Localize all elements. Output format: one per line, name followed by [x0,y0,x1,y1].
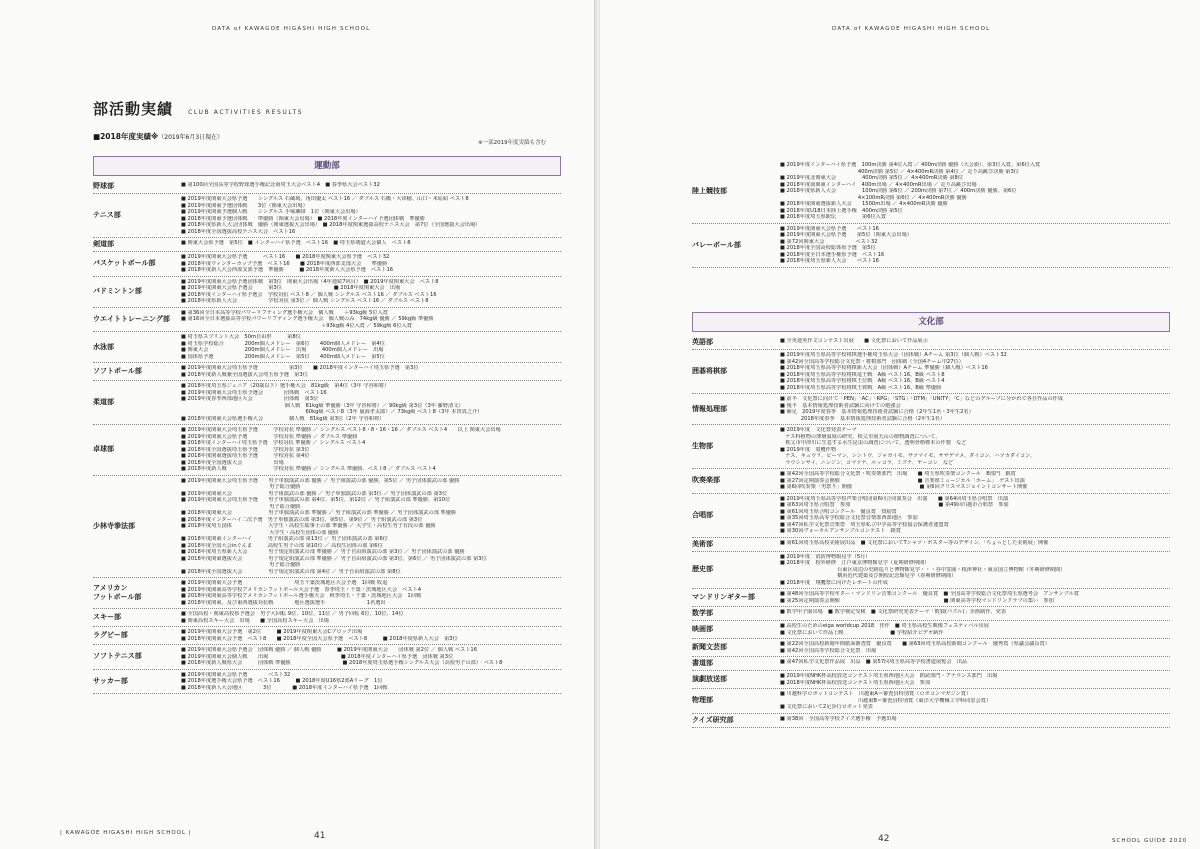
result-line: ■ 2019年度 消防博物館見学（5月） [780,553,871,560]
club-name-text: バドミントン部 [93,287,142,295]
club-name [93,647,181,667]
result-line: 400m決勝 第5位 ／ 4×400mR決勝 第4位 ／ 走り高跳び決勝 第3位 [780,168,1019,175]
club-row [692,469,1170,494]
result-line: ■ 2019年度春季西部地区大会 団体戦 第3位 [181,396,319,402]
result-line: ■ 2018年度関東選抜大会 男子規定組演武の部 準優勝 ／ 男子自由組演武の部 第3位、第6位 ／ 男子団体演武の部 第3位 [181,555,487,562]
year-heading [93,131,223,142]
result-line: ■ 文化祭において作品上映 ■ 学校紹介ビデオ制作 [780,629,944,636]
result-line: ■ 2018年度埼玉国体 大学生・高校生総事士の部 準優勝 ／ 大学生・高校生男子有段の部 優勝 [181,523,436,529]
result-line: ■ 2018年度全国選抜大会 男子規定組演武の部 第4位 ／ 男子自由組演武の部 第8位 [181,568,401,575]
culture-club-table [692,336,1170,728]
result-line: ■ 2019年度関東大会県予選会 団体戦 優勝 ／ 個人戦 優勝 ■ 2019年度関東大会 団体戦 第2位 ／ 個人戦 ベスト16 [181,647,478,653]
result-line: ■ 2018年度埼玉県駅伝 第6位入賞 [780,214,887,220]
result-line: ■ 2018年度 校外研修 江戸東京博物館見学（夏期研修期間） [780,560,930,566]
club-row [93,609,561,627]
result-line: ■ 第16回全日本選抜高等学校パワーリフティング選手権大会 個人戦のみ 74kg級 優勝 ／ 59kg級 準優勝 [181,316,434,322]
club-name [692,540,780,549]
result-line: ■ 2018年度全国高校総体県予選 第5位 [780,245,876,251]
running-header-left: DATA of KAWAGOE HIGASHI HIGH SCHOOL [212,26,371,32]
result-line: ■ 2018年度全日本選手権県予選 ベスト16 [780,251,885,258]
result-line: 4×100mR決勝 第6位 ／ 4×400mR決勝 優勝 [780,194,967,201]
club-name-text: 美術部 [692,539,713,548]
club-results [181,365,561,378]
club-row [692,689,1170,714]
result-line: ■ 第6回吹奏楽「男祭り」開催 ■ 第6回クリスマスジョイントコンサート開催 [780,484,1028,490]
club-results [181,427,561,473]
result-line: ■ 全英連英作文コンテスト出展 ■ 文化祭において作品展示 [780,338,928,344]
club-row [692,552,1170,590]
result-line: ■ 第63回埼玉県合唱祭 参加 ■ 第49回川越市合唱祭 参加 [780,502,1009,508]
club-row [692,589,1170,607]
result-line: ■ 2019年度関東大会県予選 ベスト16 ■ 2018年度関東大会県予選 ベスト32 [181,254,390,260]
club-name [93,383,181,422]
footnote: ※一部2019年度実績も含む [478,140,547,146]
result-line: 横浜近代建築及び開校記念館見学（春期研修期間） [780,573,957,579]
club-row [93,645,561,670]
result-line: ■ 2019年度関東予選個人戦 シングルス 手塚瀬緋 1位（関東大会出場） [181,209,361,215]
club-row [692,657,1170,671]
result-line: ■ 関東大会県予選 第5位 ■ インターハイ県予選 ベスト16 ■ 埼玉県剣道大会個人 ベスト8 [181,240,411,246]
result-line: ■ 2019年度関東大会県予選 ベスト16 [780,225,879,232]
club-name-text: 数学部 [692,609,713,617]
club-row [692,336,1170,350]
result-line: ■ 2018年度埼玉県新人大会 男子規定組演武の部 準優勝 ／ 男子自由組演武の部 第3位 ／ 男子団体演武の部 優勝 [181,549,465,555]
club-name-text: 演劇放送部 [692,675,727,683]
result-line: ■ 関東高校スキー大会 出場 ■ 全国高校スキー大会 出場 [181,617,329,624]
result-line: ■ 2018年度関東インターハイ 男子組演武の部 第13位 ／ 男子団体演武の部 第6位 [181,536,388,542]
result-line: ■ 前半 文化祭に向けて「PEN」「AC」「RPG」「STG」「DTM」「UNITY」「C」などのグループに分かれて各自作品の作成 [780,396,1064,402]
result-line: ■ 2018年度選手権大会県予選 ベスト16 ■ 2018年度U16県2部Aリーグ 1位 [181,678,383,684]
club-results [780,226,1170,265]
club-name-text: バレーボール部 [692,240,741,249]
club-results [181,254,561,274]
result-line: ■ 2018年度インターハイ二次予選 男子単独演武の部 第3位、第5位、第9位 ／ 男子組演武の部 第3位 [181,516,423,523]
club-results [181,240,561,249]
result-line: ■ 第61回埼玉県高校美術展出品 ■ 文化祭においてTシャツ・ポスター等のデザイン、「ちょっとした美術展」開催 [780,539,1049,546]
club-row [93,578,561,609]
club-row [93,180,561,194]
club-name-text: 合唱部 [692,510,713,519]
club-results [780,716,1170,725]
result-line: ■ 2018年度埼玉県ジュニア（20歳以下）選手権大会 81kg級 第4位（3年 守谷和将） [181,383,390,389]
club-row [93,670,561,695]
club-name-text: 歴史部 [692,565,713,574]
result-line: ■ 2019年度関東大会県予選団体戦 第3位 関東大会出場（4年連続7回目） ■ 2019年度関東大会 ベスト8 [181,278,439,285]
club-results [780,659,1170,668]
club-name-text: 囲碁将棋部 [692,367,727,375]
result-line: 個人戦 81kg級 準優勝（3年 守谷和将）／ 90kg級 第3位（3年 藤野清文） [181,402,464,409]
club-results [780,554,1170,587]
result-line: ■ 2019年度埼玉県高等学校声楽合唱団第6回合同演奏会 出演 ■ 第64回埼玉県合唱祭 出演 [780,495,1009,502]
club-row [692,639,1170,657]
result-line: ■ 2019年度関東大会県予選会 第3位 ■ 2018年度関東大会 出場 [181,285,401,291]
club-name-text: 映画部 [692,625,713,633]
club-name-text: マンドリンギター部 [692,593,755,601]
page-title [93,98,303,119]
title-english: CLUB ACTIVITIES RESULTS [188,109,304,116]
year-heading-date: （2019年6月3日現在） [158,134,224,141]
club-name-text: 吹奏楽部 [692,476,720,485]
result-line: ■ 2018年度新人戦 学校対抗 準優勝 ／ シングルス 準優勝、ベスト8 ／ ダブルス ベスト4 [181,466,436,472]
result-line: ■ 2018年度新人戦兼全国選抜大会埼玉県予選 第3位 [181,371,308,378]
result-line: ■ 2018年度新人大会西部支部予選 準優勝 ■ 2018年度新人大会県予選 ベスト16 [181,267,394,273]
result-line: ■ 第30回ヴォーカルアンサンブルコンテスト 銀賞 [780,528,901,534]
year-heading-main: ■2018年度実績※ [93,132,159,141]
result-line: ■ 第22回全国高校新聞年間紙面審査賞 優良賞 ■ 第63回埼玉県高校新聞コンクール 優秀賞（県議会議長賞） [780,641,1050,647]
club-row [93,194,561,238]
result-line: ■ 2019年度関東大会埼玉県予選 男子単独演武の部 第4位、第5位、第12位 ／ 男子組演武の部 準優勝、第10位 [181,497,451,503]
result-line: ■ 2019年度関東大会県予選 学校対抗 準優勝 ／ ダブルス 準優勝 [181,433,358,440]
club-name-text: アメリカン フットボール部 [93,584,142,601]
result-line: ■ 第100回全国高等学校野球選手権記念南埼玉大会ベスト4 ■ 春季県大会ベスト32 [181,182,380,188]
club-row [93,363,561,381]
result-line: ■ 2018年度県新人大会団体戦 優勝（関東選抜大会出場） ■ 2018年度関東選抜高校テニス大会 第7位（全国選抜大会出場） [181,222,481,228]
result-line: ■ 2019年度関東大会県予選 ベスト32 [181,671,291,678]
result-line: 男子総合優勝 [181,503,301,510]
club-results [181,580,561,606]
club-name [93,478,181,576]
club-name [93,365,181,378]
club-row [692,350,1170,394]
club-results [181,672,561,692]
club-results [181,196,561,235]
result-line: ■ 2018年度関東大会予選 ベスト8 ■ 2018年度全国大会県予選 ベスト8 ■ 2018年度県新人大会 第3位 [181,635,458,642]
club-name-text: 柔道部 [93,398,114,406]
club-name [692,427,780,466]
result-line: ■ 2019年度関東大会埼玉県予選 学校対抗 準優勝 ／ シングルス ベスト8・8・16・16 ／ ダブルス ベスト4 以上 関東大会出場 [181,427,501,433]
club-name-text: 書道部 [692,659,713,667]
club-name [692,591,780,604]
club-row [93,238,561,252]
club-name [692,609,780,618]
club-name [93,310,181,330]
club-results [181,629,561,642]
result-line: ■ 2019年度埼玉県高等学校将棋選手権埼玉県大会（団体戦）Aチーム 第3位（個人戦）ベスト32 [780,352,1007,358]
result-line: ■ 2018年度インターハイ県予選会 学校対抗 ベスト8 ／ 個人戦 シングルス ベスト16 ／ ダブルス ベスト16 [181,291,437,298]
result-line: ■ 2018年度関東大会 男子単独演武の部 準優勝 ／ 男子組演武の部 準優勝 ／ 男子団体演武の部 準優勝 [181,510,457,516]
result-line: ■ 2018年度新人戦県大会 団体戦 準優勝 ■ 2018年度埼玉県選手権シングルス大会（高校男子の部） ベスト8 [181,660,503,666]
result-line: ■ 第38回 全国高等学校クイズ選手権 予選出場 [780,715,897,722]
club-row [93,332,561,363]
club-name [692,554,780,587]
result-line: ■ 川越科学ロボットコンテスト 川越東A＝審査員特別賞（ロボコンマガジン賞） [780,691,972,697]
club-results [780,623,1170,636]
result-line: ■ 2018年度埼玉県高等学校将棋竜王戦 A級 ベスト16、B級 ベスト8 [780,371,945,378]
result-line: ■ 2019年度関東大会個人戦 出場 ■ 2018年度インターハイ県予選 団体戦 第3位 [181,653,454,660]
result-line: 川越東B＝審査員特別賞（東洋大学機械工学科同窓会賞） [780,697,992,704]
result-line: ■ 2018年度 翔鷹祭に向けたレポートの作成 [780,579,888,586]
club-name [692,338,780,347]
club-name [692,659,780,668]
club-row [93,627,561,645]
result-line: ■ 2018年度関東予選団体戦 準優勝（関東大会出場） ■ 2018年度インターハイ予選団体戦 準優勝 [181,215,425,222]
club-name-text: バスケットボール部 [93,259,156,268]
result-line: ■ 2019年度関東大会県予選 シングルス 石蔵琉、角田優太 ベスト16 ／ ダブルス 石橋・大串穂、山口・米原紹 ベスト8 [181,196,469,202]
club-row [692,160,1170,224]
result-line: ■ 第47回私学文化祭音楽祭 埼玉県私立中学高等学校協会保護者連盟賞 [780,521,949,528]
club-results [181,310,561,330]
club-row [93,476,561,579]
club-name [692,352,780,391]
result-line: ■ 2019年度関東大会県予選 第5位（関東大会出場） [780,232,912,238]
result-line: 秩父市中津川に生息する水生昆虫の調査について、透明骨格標本の作製 など [780,440,967,446]
result-line: ■ 埼玉県スプリント大会 50m自由形 第8位 [181,334,301,340]
club-row [692,224,1170,268]
result-line: ■ 第36回全日本高等学校パワーリフティング選手権大会 個人戦 ＋93kg級 5位入賞 [181,309,388,316]
page-number-right: 42 [878,834,890,844]
club-name [93,279,181,305]
section-header-culture: 文化部 [692,312,1170,332]
club-row [93,381,561,425]
result-line: ■ 後半 基本情報処理技術者試験に向けての勉強会 [780,402,901,409]
result-line: 男子総合優勝 [181,484,301,490]
result-line: ■ 国体県予選 200m個人メドレー 第5位 400m個人メドレー 第5位 [181,353,385,360]
club-row [692,494,1170,538]
result-line: ■ 第48回全国高等学校ギター・マンドリン音楽コンクール 優良賞 ■ 全国高等学校総合文化祭埼玉県選考会 アンサンブル賞 [780,591,1079,597]
result-line: ■ 2018年度県新人大会 100m決勝 第6位 ／ 200m決勝 第7位 ／ 400m決勝 優勝、第6位 [780,188,1017,194]
result-line: ■ 文化祭において2足歩行ロボット発表 [780,704,873,710]
result-line: ■ 第27回定期演奏会開催 ■ 音楽座ミュージカル「ホーム」 ゲスト出演 [780,477,1025,484]
club-name [93,254,181,274]
club-row [692,394,1170,425]
club-results [780,540,1170,549]
club-name [93,240,181,249]
club-name-text: スキー部 [93,613,121,621]
footer-school-name: | KAWAGOE HIGASHI HIGH SCHOOL | [60,830,192,836]
result-line: 2018年度春季 基本情報処理技術者試験に合格（2年生1名） [780,415,946,422]
result-line: 男子総合優勝 [181,562,301,568]
result-line: ■ 2019年度関東大会 男子組演武の部 優勝 ／ 男子単独演武の部 第3位 ／ 男子団体演武の部 第3位 [181,490,448,497]
club-name [692,673,780,686]
club-results [181,334,561,360]
result-line: ■ 2019年度関東大会埼玉県予選会 団体戦 ベスト16 [181,389,327,396]
title-japanese: 部活動実績 [93,100,174,118]
right-page [600,0,1200,849]
club-row [692,671,1170,689]
club-row [692,425,1170,469]
result-line: ■ 埼玉県学校総合 200m個人メドレー 第6位 400m個人メドレー 第4位 [181,340,385,347]
club-results [780,673,1170,686]
result-line: ■ 2018年度インターハイ埼玉県予選 学校対抗 準優勝 ／ シングルス ベスト4 [181,440,366,446]
result-line: ■ 数学甲子園出場 ■ 数学検定受検 ■ 文化祭研究発表テーマ「数独(パズル)」企画制作、発表 [780,609,1007,615]
club-name [692,691,780,711]
club-name-text: 陸上競技部 [692,186,727,195]
result-line: ■ 第72回関東大会 ベスト32 [780,238,878,245]
result-line: ■ 2019年度 収穫作物 [780,446,837,453]
result-line: ナス科植物の薄層温度の研究、秩父市南天山の植物調査について、 [780,433,941,440]
club-name-text: ソフトボール部 [93,367,142,375]
club-name [692,623,780,636]
club-name-text: ソフトテニス部 [93,652,142,661]
club-row [692,538,1170,552]
club-name-text: 少林寺拳法部 [93,521,135,530]
club-name-text: 英語部 [692,338,713,346]
club-row [93,277,561,308]
result-line: ＋93kg級 4位入賞 ／ 59kg級 6位入賞 [181,322,412,329]
club-name [692,496,780,535]
sports-club-table [93,180,561,694]
club-name [93,196,181,235]
club-name-text: ウエイトトレーニング部 [93,314,170,323]
result-line: ■ 関東大会 200m個人メドレー 出場 400m個人メドレー 出場 [181,347,384,353]
club-name-text: 剣道部 [93,240,114,248]
club-name [692,641,780,654]
result-line: ■ 第42回全国高等学校総合文化祭・吹奏楽部門 出場 ■ 埼玉県吹奏楽コンクール B部門 銀賞 [780,471,1016,477]
club-results [780,496,1170,535]
result-line: ■ 2018年度全国大会inぐんま 高校生男子の部 第10位 ／ 高校生団体の部 第6位 [181,542,383,549]
club-results [181,383,561,422]
result-line: ■ 2018年度全国選抜大会 出場 [181,459,284,466]
club-results [780,162,1170,221]
section-header-sports: 運動部 [93,156,561,176]
result-line: ■ 2018年度NHK杯高校放送コンテスト埼玉県西地区大会 参加 [780,679,931,686]
club-name [93,629,181,642]
result-line: ■ 2018年度関東、及び東西選抜対抗戦 地区選抜選手 1名選出 [181,599,386,606]
club-name-text: 卓球部 [93,445,114,454]
result-line: ■ 2018年度県新人大会 学校対抗 第3位 ／ 個人戦 シングルス ベスト16 ／ ダブルス ベスト8 [181,298,429,304]
result-line: ■ 2018年度U18日本陸上選手権 400m決勝 第5位 [780,207,903,214]
result-line: ■ 2019年度関東大会予選 埼玉千葉茨城地区大会予選 1回戦 敗退 [181,580,388,586]
club-name-text: サッカー部 [93,676,128,685]
left-page [0,0,596,849]
result-line: ■ 第25回定期演奏会開催 ■ 関東高等学校マンドリンクラブの集い 参加 [780,597,1054,604]
result-line: ラウシンサイ、ニンジン、コマツナ、ルッコラ、ミズナ、ヤーコン など [780,459,954,466]
club-name-text: 物理部 [692,696,713,705]
club-name [692,396,780,422]
club-name-text: 新聞文芸部 [692,643,727,651]
club-name [93,334,181,360]
result-line: ■ 2019年度NHK杯高校放送コンテスト埼玉県西地区大会 朗読部門・アナウンス部門 出場 [780,673,998,679]
club-row [692,607,1170,621]
club-results [181,647,561,667]
club-results [780,691,1170,711]
club-row [93,425,561,476]
result-line: ■ 2019年度関東大会埼玉県予選 第3位 ■ 2018年度インターハイ埼玉県予選 第3位 [181,365,419,371]
result-line: ■ 第47回私学文化祭作品展 出品 ■ 第57回埼玉県高等学校書道展覧会 出品 [780,659,968,665]
club-name [692,226,780,265]
page-number-left: 41 [314,831,326,841]
result-line: ■ 2018年度ウィンターカップ予選 ベスト16 ■ 2018年度西部支部大会 準優勝 [181,260,388,267]
club-name [93,580,181,606]
result-line: ■ 2019年度関東予選団体戦 3位（関東大会出場） [181,202,308,209]
running-header-right: DATA of KAWAGOE HIGASHI HIGH SCHOOL [832,26,991,32]
result-line: ■ 2018年度新人大会地区 3位 ■ 2018年度インターハイ県予選 1回戦 [181,684,388,691]
result-line: ■ 2018年度埼玉県高等学校将棋新人大会（団体戦）Aチーム 準優勝（個人戦）ベスト16 [780,365,988,371]
club-row [692,714,1170,728]
club-name [692,471,780,491]
club-name-text: クイズ研究部 [692,715,734,724]
club-results [780,427,1170,466]
result-line: ■ 第42回全国高等学校総合文化祭 出場 [780,647,877,654]
result-line: ■ 2018年度関東大会県選手権大会 個人戦 81kg級 第3位（2年 守谷和将） [181,415,385,422]
result-line: 大学生・高校生団体の部 優勝 [181,529,339,536]
club-results [181,478,561,576]
club-name [93,427,181,473]
result-line: ■ 全国高校・関東高校県予選会 男子大回転 9位、10位、11位 ／ 男子回転 6位、10位、14位 [181,611,404,617]
result-line: ■ 2018年度関東選抜新人大会 1500m出場 ／ 4×400mR決勝 優勝 [780,201,948,207]
club-name [692,162,780,221]
result-line: ■ 2018年度南関東インターハイ 400m出場 ／ 4×400mR出場 ／ 走り高跳び出場 [780,181,977,188]
club-results [780,591,1170,604]
result-line: ■ 2019年度北関東大会 400m決勝 第5位 ／ 4×400mR決勝 第8位 [780,175,964,181]
result-line: ■ 第61回埼玉県合唱コンクール 優良賞 奨励賞 [780,508,897,515]
club-results [780,352,1170,391]
club-results [780,641,1170,654]
club-results [181,611,561,624]
club-row [93,252,561,277]
club-results [181,182,561,191]
club-results [780,609,1170,618]
club-results [181,279,561,305]
club-name-text: ラグビー部 [93,631,128,639]
result-line: ■ 2019年度 文化祭発表テーマ [780,427,857,433]
result-line: ■ 第35回埼玉県高等学校総合文化祭音楽部西部地区 参加 [780,515,918,521]
club-name-text: 野球部 [93,182,114,190]
club-row [93,308,561,333]
club-name-text: テニス部 [93,211,121,219]
sports-club-table-continued [692,160,1170,268]
result-line: ■ 2018年度埼玉県高等学校将棋王位戦 A級 ベスト16、B級 ベスト4 [780,378,945,384]
result-line: ナス、キュウリ、ピーマン、シシトウ、ジャガイモ、サツマイモ、ササゲマメ、ダイコン、ハツカダイコン、 [780,453,1036,459]
club-row [692,621,1170,639]
club-name-text: 生物部 [692,442,713,450]
club-results [780,396,1170,422]
result-line: 台東区周辺の史跡巡りと博物館見学・・・谷中霊園・根津神社・東京国立博物館（冬期研修期間） [780,566,1066,573]
result-line: ■ 2019年度関東高等学校アメリカンフットボール大会予選 春季埼玉・千葉・茨城地区大会 ベスト4 [181,586,422,593]
result-line: ■ 2018年度埼玉県高等学校将棋王将戦 A級 ベスト16、B級 準優勝 [780,384,942,391]
result-line: ■ 補足 2019年度春季 基本情報処理技術者試験に合格（2年生1名・3年生2名） [780,409,974,415]
club-name [692,716,780,725]
club-name [93,611,181,624]
club-name-text: 情報処理部 [692,404,727,413]
footer-guide-title: SCHOOL GUIDE 2020 [1112,838,1188,844]
club-results [780,338,1170,347]
club-name [93,672,181,692]
result-line: ■ 2019年度関東大会予選 第2位 ■ 2019年度関東大会Cブロック出場 [181,629,363,635]
result-line: ■ 2018年度全国選抜埼玉県予選 学校対抗 第3位 [181,446,310,453]
club-name [93,182,181,191]
result-line: ■ 2018年度関東高等学校アメリカンフットボール選手権大会 秋季埼玉・千葉・茨城地区大会 1回戦 [181,593,422,599]
result-line: ■ 2018年度全国選抜高校テニス大会 ベスト16 [181,228,296,235]
result-line: ■ 高校生のためのeiga worldcup 2018 佳作 ■ 埼玉県高校生映像フェスティバル出展 [780,623,989,629]
result-line: ■ 2019年度インターハイ県予選 100m決勝 第4位入賞 ／ 400m決勝 優勝（大会新）、第3位入賞、第6位入賞 [780,162,1041,168]
club-name-text: 水泳部 [93,342,114,351]
club-results [780,471,1170,491]
result-line: ■ 2018年度埼玉県新人大会 ベスト16 [780,258,879,264]
result-line: ■ 2018年度関東選抜埼玉県予選 学校対抗 第4位 [181,453,310,459]
result-line: ■ 2019年度関東大会埼玉県予選 男子単独演武の部 優勝 ／ 男子組演武の部 優勝、第5位 ／ 男子団体演武の部 優勝 [181,477,460,484]
result-line: 60kg級 ベスト8（3年 嵐海孝太郎）／ 73kg級 ベスト8（3年 本田真之介） [181,409,483,415]
result-line: ■ 第42回全国高等学校総合文化祭・将棋部門 団体戦（全国4チーム中27位） [780,358,964,365]
